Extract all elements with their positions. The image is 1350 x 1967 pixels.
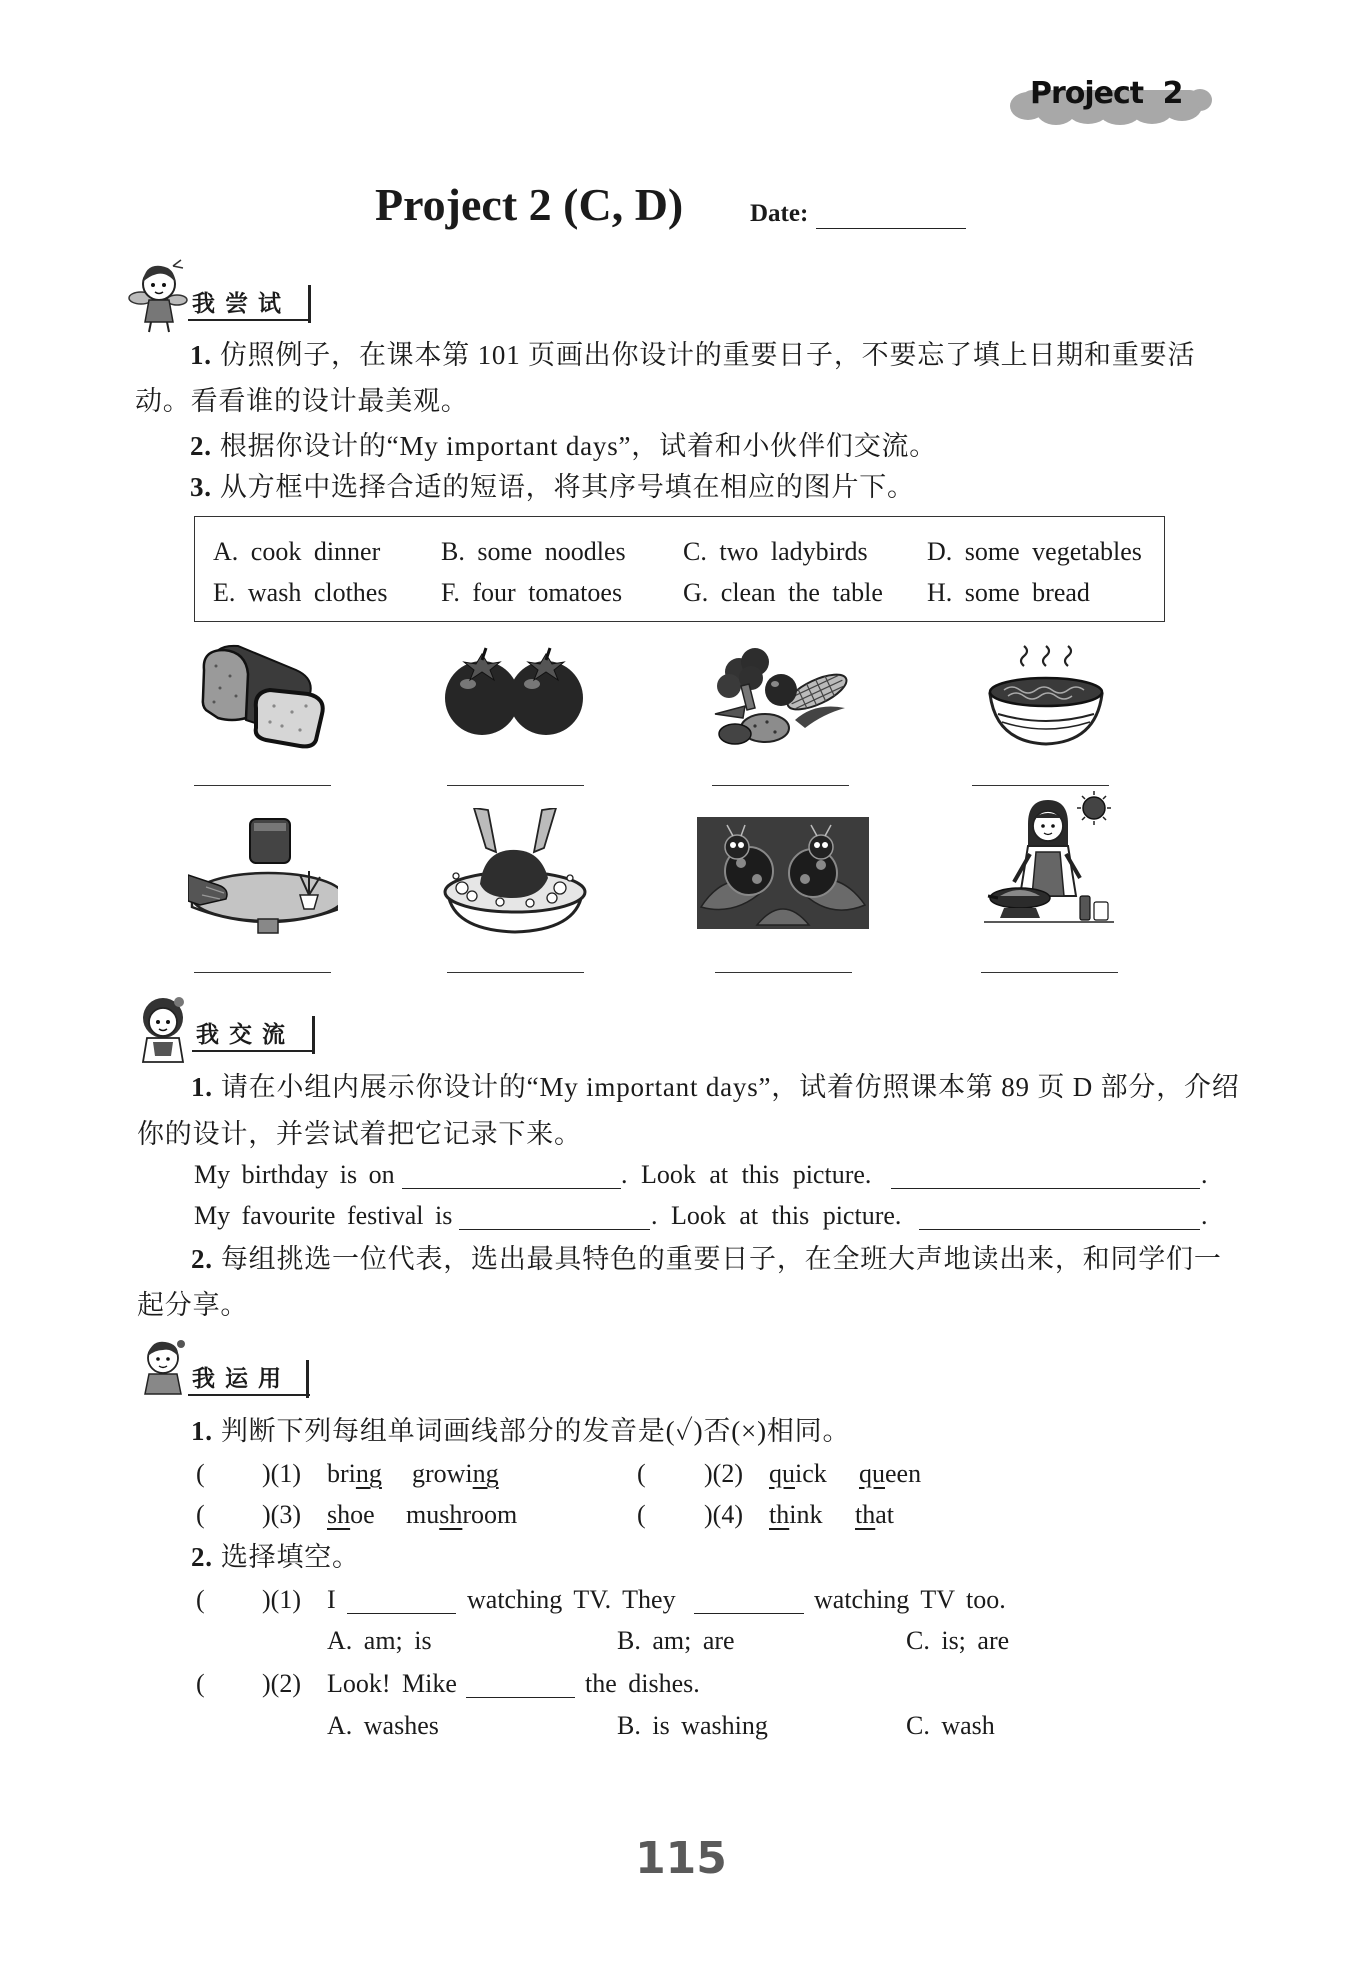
word-think: think [769, 1500, 823, 1529]
instruction-text: 仿照例子，在课本第 101 页画出你设计的重要日子，不要忘了填上日期和重要活 [219, 340, 1196, 370]
instruction-3 [190, 471, 915, 503]
birthday-sentence-middle: . Look at this picture. [621, 1160, 872, 1189]
birthday-picture-blank [891, 1162, 1200, 1189]
answer-paren-open: ( [196, 1669, 205, 1698]
ladybirds-picture [697, 817, 869, 929]
question-number: 1. [191, 1416, 213, 1446]
page-title: Project 2 (C, D) [375, 179, 684, 230]
option-f: F. four tomatoes [441, 578, 623, 607]
option-c: C. two ladybirds [683, 537, 868, 566]
birthday-sentence-end: . [1201, 1160, 1208, 1189]
option-d: D. some vegetables [927, 537, 1142, 566]
option-g: G. clean the table [683, 578, 883, 607]
phrase-options-box [194, 516, 1165, 622]
instruction-text: 每组挑选一位代表，选出最具特色的重要日子，在全班大声地读出来，和同学们一 [220, 1244, 1222, 1274]
instruction-1-line-2: 动。看看谁的设计最美观。 [135, 386, 469, 416]
choice-b: B. is washing [617, 1711, 768, 1740]
festival-sentence-start: My favourite festival is [194, 1201, 453, 1230]
answer-paren-open: ( [637, 1500, 646, 1529]
instruction-number: 1. [190, 340, 212, 370]
section-divider-bar [306, 1360, 309, 1398]
answer-blank-6 [447, 972, 584, 973]
date-blank [816, 228, 966, 229]
instruction-1-line-1 [190, 339, 1195, 371]
option-b: B. some noodles [441, 537, 626, 566]
instruction-number: 3. [190, 472, 212, 502]
sentence-part: I [327, 1585, 336, 1614]
tomatoes-picture [440, 640, 590, 740]
festival-sentence-end: . [1201, 1201, 1208, 1230]
boy-mascot-icon [133, 990, 191, 1070]
answer-blank-2 [447, 785, 584, 786]
choice-a: A. washes [327, 1711, 439, 1740]
answer-paren-open: ( [196, 1500, 205, 1529]
answer-paren-open: ( [637, 1459, 646, 1488]
word-growing: growing [412, 1459, 499, 1488]
cook-dinner-picture [984, 786, 1114, 934]
question-text: 选择填空。 [220, 1542, 360, 1572]
fill-blank [466, 1671, 575, 1698]
project-badge-text: Project 2 [1030, 76, 1183, 111]
word-queen: queen [859, 1459, 922, 1488]
share-instruction-2-line-2: 起分享。 [137, 1290, 249, 1320]
item-number: )(2) [704, 1459, 743, 1488]
instruction-2 [190, 430, 937, 462]
answer-blank-7 [715, 972, 852, 973]
vegetables-picture [705, 642, 855, 750]
festival-picture-blank [919, 1203, 1200, 1230]
section-label-try: 我尝试 [188, 289, 310, 321]
clean-table-picture [188, 815, 338, 935]
share-instruction-1-line-2: 你的设计，并尝试着把它记录下来。 [137, 1119, 582, 1149]
girl-mascot-icon [127, 258, 189, 334]
wash-clothes-picture [440, 808, 590, 934]
date-label: Date: [750, 200, 809, 227]
birthday-blank [402, 1162, 621, 1189]
item-number: )(1) [262, 1585, 301, 1614]
word-that: that [855, 1500, 894, 1529]
section-label-share: 我交流 [192, 1020, 314, 1052]
share-instruction-1-line-1 [191, 1071, 1240, 1103]
item-number: )(4) [704, 1500, 743, 1529]
choice-c: C. wash [906, 1711, 995, 1740]
word-shoe: shoe [327, 1500, 375, 1529]
answer-blank-8 [981, 972, 1118, 973]
sentence-part: Look! Mike [327, 1669, 457, 1698]
instruction-number: 2. [191, 1244, 213, 1274]
choice-a: A. am; is [327, 1626, 432, 1655]
answer-paren-open: ( [196, 1459, 205, 1488]
item-number: )(2) [262, 1669, 301, 1698]
question-text: 判断下列每组单词画线部分的发音是(✓)否(×)相同。 [220, 1416, 851, 1446]
answer-blank-5 [194, 972, 331, 973]
question-2-prompt [191, 1541, 360, 1573]
fill-blank [694, 1587, 804, 1614]
instruction-number: 1. [191, 1072, 213, 1102]
share-instruction-2-line-1 [191, 1243, 1222, 1275]
word-bring: bring [327, 1459, 382, 1488]
instruction-text: 请在小组内展示你设计的“My important days”，试着仿照课本第 89 页 D 部分，介绍 [220, 1072, 1240, 1102]
option-e: E. wash clothes [213, 578, 388, 607]
option-h: H. some bread [927, 578, 1090, 607]
child-mascot-icon [137, 1338, 189, 1398]
instruction-number: 2. [190, 431, 212, 461]
instruction-text: 根据你设计的“My important days”，试着和小伙伴们交流。 [219, 431, 938, 461]
sentence-part: the dishes. [585, 1669, 700, 1698]
question-1-prompt [191, 1415, 850, 1447]
bread-picture [196, 636, 336, 754]
instruction-text: 从方框中选择合适的短语，将其序号填在相应的图片下。 [219, 472, 915, 502]
word-quick: quick [769, 1459, 827, 1488]
answer-paren-open: ( [196, 1585, 205, 1614]
noodles-picture [984, 636, 1109, 748]
section-label-use: 我运用 [188, 1364, 310, 1396]
item-number: )(3) [262, 1500, 301, 1529]
festival-sentence-middle: . Look at this picture. [651, 1201, 902, 1230]
birthday-sentence-start: My birthday is on [194, 1160, 395, 1189]
answer-blank-1 [194, 785, 331, 786]
sentence-part: watching TV. They [467, 1585, 676, 1614]
item-number: )(1) [262, 1459, 301, 1488]
festival-blank [459, 1203, 650, 1230]
option-a: A. cook dinner [213, 537, 381, 566]
question-number: 2. [191, 1542, 213, 1572]
word-mushroom: mushroom [406, 1500, 518, 1529]
answer-blank-3 [712, 785, 849, 786]
sentence-part: watching TV too. [814, 1585, 1006, 1614]
section-divider-bar [312, 1016, 315, 1054]
fill-blank [347, 1587, 456, 1614]
choice-c: C. is; are [906, 1626, 1010, 1655]
page-number: 115 [635, 1833, 727, 1884]
choice-b: B. am; are [617, 1626, 735, 1655]
section-divider-bar [308, 285, 311, 323]
